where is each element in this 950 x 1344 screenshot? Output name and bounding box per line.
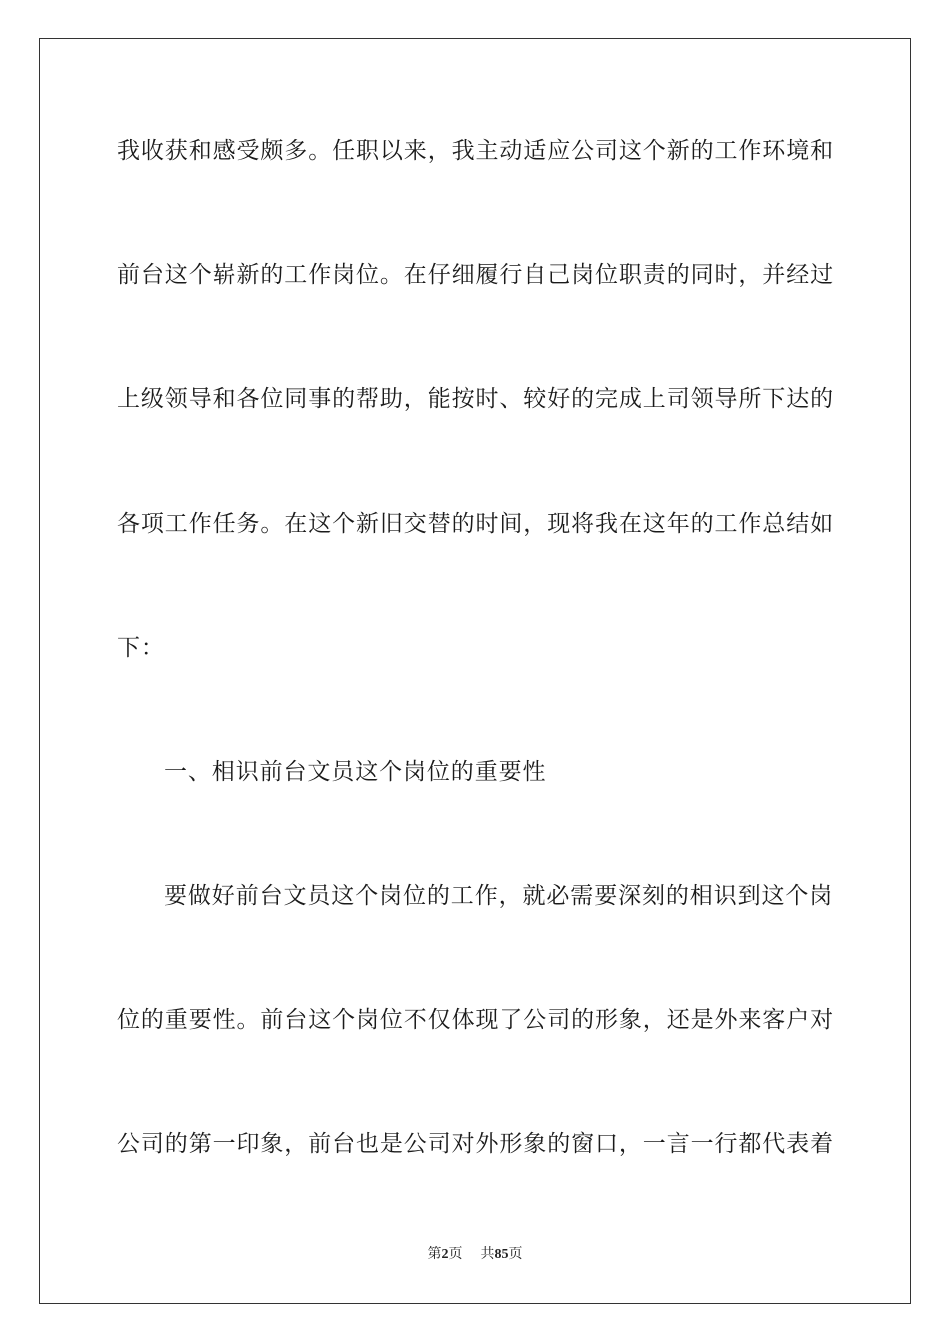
body-line-4: 各项工作任务。在这个新旧交替的时间，现将我在这年的工作总结如 bbox=[117, 511, 834, 537]
section-line-1: 要做好前台文员这个岗位的工作，就必需要深刻的相识到这个岗 bbox=[164, 883, 834, 909]
footer-page-prefix: 第 bbox=[427, 1247, 442, 1262]
footer-page-suffix: 页 bbox=[448, 1247, 463, 1262]
body-line-2: 前台这个崭新的工作岗位。在仔细履行自己岗位职责的同时，并经过 bbox=[117, 262, 834, 288]
body-line-3: 上级领导和各位同事的帮助，能按时、较好的完成上司领导所下达的 bbox=[117, 386, 834, 412]
footer-page-number: 2 bbox=[441, 1247, 449, 1262]
section-heading: 一、相识前台文员这个岗位的重要性 bbox=[164, 759, 547, 785]
section-line-2: 位的重要性。前台这个岗位不仅体现了公司的形象，还是外来客户对 bbox=[117, 1007, 834, 1033]
footer-total-suffix: 页 bbox=[508, 1247, 523, 1262]
body-line-1: 我收获和感受颇多。任职以来，我主动适应公司这个新的工作环境和 bbox=[117, 138, 834, 164]
footer-total-prefix: 共 bbox=[480, 1247, 495, 1262]
body-line-5: 下： bbox=[117, 635, 165, 661]
section-line-3: 公司的第一印象，前台也是公司对外形象的窗口，一言一行都代表着 bbox=[117, 1131, 834, 1157]
page-border bbox=[39, 38, 911, 1304]
footer-total-pages: 85 bbox=[494, 1247, 509, 1262]
page-footer bbox=[0, 1246, 950, 1264]
